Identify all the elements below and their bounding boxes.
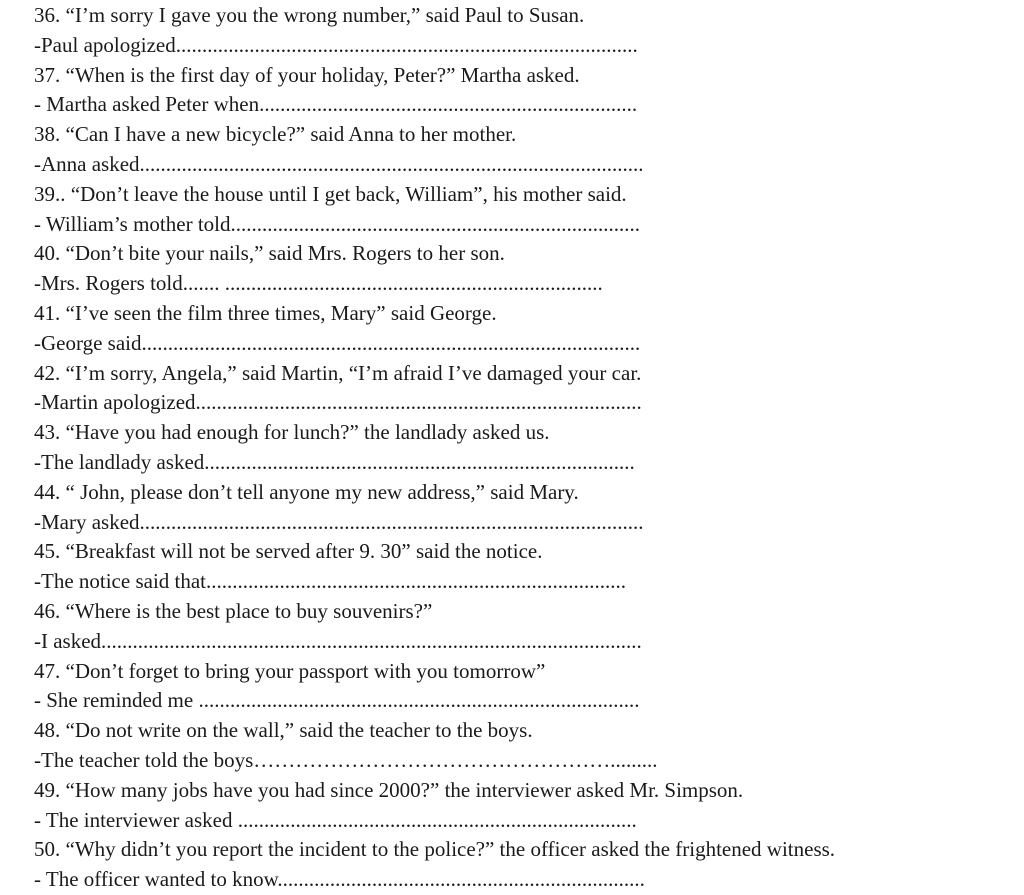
question-text: “I’ve seen the film three times, Mary” said George.: [65, 300, 497, 325]
question-number: 43.: [34, 420, 61, 445]
question-text: “Breakfast will not be served after 9. 30” said the notice.: [65, 539, 543, 564]
question-line: [34, 835, 1019, 865]
answer-line: -The notice said that................................................................................: [34, 569, 627, 594]
question-text: “Do not write on the wall,” said the teacher to the boys.: [65, 718, 533, 743]
question-line: [34, 120, 1019, 150]
question-number: 36.: [34, 3, 61, 27]
question-line: [34, 61, 1019, 91]
question-text: “Have you had enough for lunch?” the landlady asked us.: [65, 420, 550, 445]
question-line: [34, 657, 1019, 687]
question-line: [34, 359, 1019, 389]
answer-line: -I asked.......................................................................................................: [34, 628, 642, 653]
question-number: 39..: [34, 181, 66, 206]
question-text: “Where is the best place to buy souvenirs?”: [65, 598, 433, 623]
question-text: “Don’t leave the house until I get back, William”, his mother said.: [70, 181, 627, 206]
question-text: “I’m sorry I gave you the wrong number,” said Paul to Susan.: [65, 3, 585, 27]
question-text: “Don’t forget to bring your passport with you tomorrow”: [65, 658, 546, 683]
question-number: 40.: [34, 241, 61, 266]
question-number: 42.: [34, 360, 61, 385]
question-number: 44.: [34, 479, 61, 504]
question-line: [34, 597, 1019, 627]
question-number: 38.: [34, 122, 61, 147]
question-line: [34, 299, 1019, 329]
answer-line: - Martha asked Peter when........................................................................: [34, 92, 638, 117]
question-number: 46.: [34, 598, 61, 623]
question-number: 49.: [34, 777, 61, 802]
question-text: “When is the first day of your holiday, Peter?” Martha asked.: [65, 62, 580, 87]
answer-line: -George said...............................................................................................: [34, 330, 641, 355]
question-number: 41.: [34, 300, 61, 325]
answer-line: -Martin apologized.....................................................................................: [34, 390, 642, 415]
question-text: “Can I have a new bicycle?” said Anna to her mother.: [65, 122, 517, 147]
question-line: [34, 1, 1019, 31]
answer-line: - The officer wanted to know......................................................................: [34, 867, 645, 892]
answer-line: -The landlady asked..................................................................................: [34, 449, 635, 474]
answer-line: -Anna asked................................................................................................: [34, 151, 644, 176]
exercise-sheet: [34, 0, 1019, 895]
answer-line: - William’s mother told..............................................................................: [34, 211, 640, 236]
question-line: [34, 478, 1019, 508]
question-number: 37.: [34, 62, 61, 87]
question-text: “How many jobs have you had since 2000?” the interviewer asked Mr. Simpson.: [65, 777, 744, 802]
question-number: 45.: [34, 539, 61, 564]
question-text: “ John, please don’t tell anyone my new address,” said Mary.: [65, 479, 579, 504]
question-line: [34, 537, 1019, 567]
question-text: “I’m sorry, Angela,” said Martin, “I’m afraid I’ve damaged your car.: [65, 360, 642, 385]
question-line: [34, 239, 1019, 269]
question-text: “Why didn’t you report the incident to the police?” the officer asked the frightened witness.: [65, 837, 836, 862]
question-line: [34, 776, 1019, 806]
answer-line: - She reminded me ....................................................................................: [34, 688, 640, 713]
question-line: [34, 180, 1019, 210]
answer-line: -Mary asked................................................................................................: [34, 509, 644, 534]
question-number: 50.: [34, 837, 61, 862]
question-number: 48.: [34, 718, 61, 743]
question-number: 47.: [34, 658, 61, 683]
answer-line: -Mrs. Rogers told....... ........................................................................: [34, 271, 603, 296]
answer-line: -The teacher told the boys…………………………………………….........: [34, 747, 658, 772]
answer-line: -Paul apologized........................................................................................: [34, 32, 638, 57]
answer-line: - The interviewer asked ............................................................................: [34, 807, 637, 832]
question-line: [34, 716, 1019, 746]
question-text: “Don’t bite your nails,” said Mrs. Rogers to her son.: [65, 241, 505, 266]
question-line: [34, 418, 1019, 448]
